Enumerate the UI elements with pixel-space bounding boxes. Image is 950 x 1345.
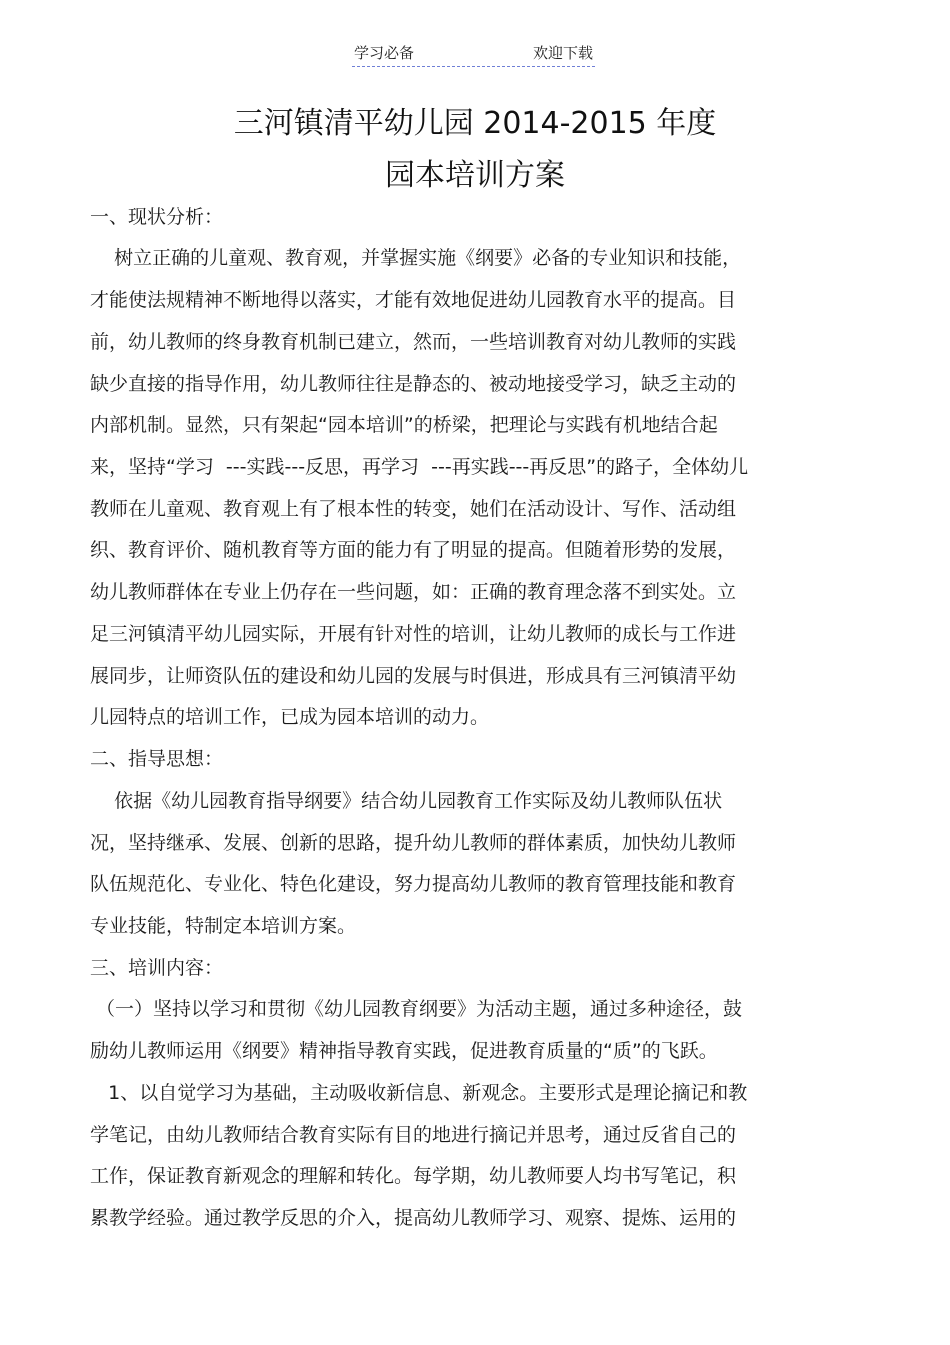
paragraph-line: 学笔记，由幼儿教师结合教育实际有目的地进行摘记并思考，通过反省自己的 bbox=[90, 1124, 737, 1146]
paragraph-line: 依据《幼儿园教育指导纲要》结合幼儿园教育工作实际及幼儿教师队伍状 bbox=[90, 790, 723, 812]
paragraph-line: 展同步，让师资队伍的建设和幼儿园的发展与时俱进，形成具有三河镇清平幼 bbox=[90, 665, 737, 687]
section-heading-1: 一、现状分析： bbox=[90, 206, 224, 228]
paragraph-line: 内部机制。显然，只有架起“园本培训”的桥梁，把理论与实践有机地结合起 bbox=[90, 414, 718, 436]
page-header bbox=[352, 40, 595, 67]
paragraph-line: （一）坚持以学习和贯彻《幼儿园教育纲要》为活动主题，通过多种途径，鼓 bbox=[90, 998, 743, 1020]
paragraph-line: 才能使法规精神不断地得以落实，才能有效地促进幼儿园教育水平的提高。目 bbox=[90, 289, 737, 311]
section-heading-3: 三、培训内容： bbox=[90, 957, 224, 979]
section-heading-2: 二、指导思想： bbox=[90, 748, 224, 770]
paragraph-line: 儿园特点的培训工作，已成为园本培训的动力。 bbox=[90, 706, 490, 728]
paragraph-line: 队伍规范化、专业化、特色化建设，努力提高幼儿教师的教育管理技能和教育 bbox=[90, 873, 737, 895]
document-title: 三河镇清平幼儿园 2014-2015 年度 bbox=[233, 106, 717, 141]
paragraph-line: 工作，保证教育新观念的理解和转化。每学期，幼儿教师要人均书写笔记，积 bbox=[90, 1165, 737, 1187]
document-subtitle: 园本培训方案 bbox=[385, 158, 565, 193]
paragraph-line: 树立正确的儿童观、教育观，并掌握实施《纲要》必备的专业知识和技能， bbox=[90, 247, 742, 269]
paragraph-line: 况，坚持继承、发展、创新的思路，提升幼儿教师的群体素质，加快幼儿教师 bbox=[90, 832, 737, 854]
paragraph-line: 来，坚持“学习 ---实践---反思，再学习 ---再实践---再反思”的路子，全体幼儿 bbox=[90, 456, 749, 478]
paragraph-line: 足三河镇清平幼儿园实际，开展有针对性的培训，让幼儿教师的成长与工作进 bbox=[90, 623, 737, 645]
paragraph-line: 缺少直接的指导作用，幼儿教师往往是静态的、被动地接受学习，缺乏主动的 bbox=[90, 373, 737, 395]
header-right-text: 欢迎下载 bbox=[532, 44, 593, 62]
paragraph-line: 励幼儿教师运用《纲要》精神指导教育实践，促进教育质量的“质”的飞跃。 bbox=[90, 1040, 718, 1062]
header-left-text: 学习必备 bbox=[354, 44, 415, 62]
paragraph-line: 前，幼儿教师的终身教育机制已建立，然而，一些培训教育对幼儿教师的实践 bbox=[90, 331, 737, 353]
paragraph-line: 专业技能，特制定本培训方案。 bbox=[90, 915, 357, 937]
paragraph-line: 1、以自觉学习为基础，主动吸收新信息、新观念。主要形式是理论摘记和教 bbox=[90, 1082, 748, 1104]
paragraph-line: 累教学经验。通过教学反思的介入，提高幼儿教师学习、观察、提炼、运用的 bbox=[90, 1207, 737, 1229]
paragraph-line: 教师在儿童观、教育观上有了根本性的转变，她们在活动设计、写作、活动组 bbox=[90, 498, 737, 520]
paragraph-line: 织、教育评价、随机教育等方面的能力有了明显的提高。但随着形势的发展， bbox=[90, 539, 737, 561]
paragraph-line: 幼儿教师群体在专业上仍存在一些问题，如：正确的教育理念落不到实处。立 bbox=[90, 581, 737, 603]
